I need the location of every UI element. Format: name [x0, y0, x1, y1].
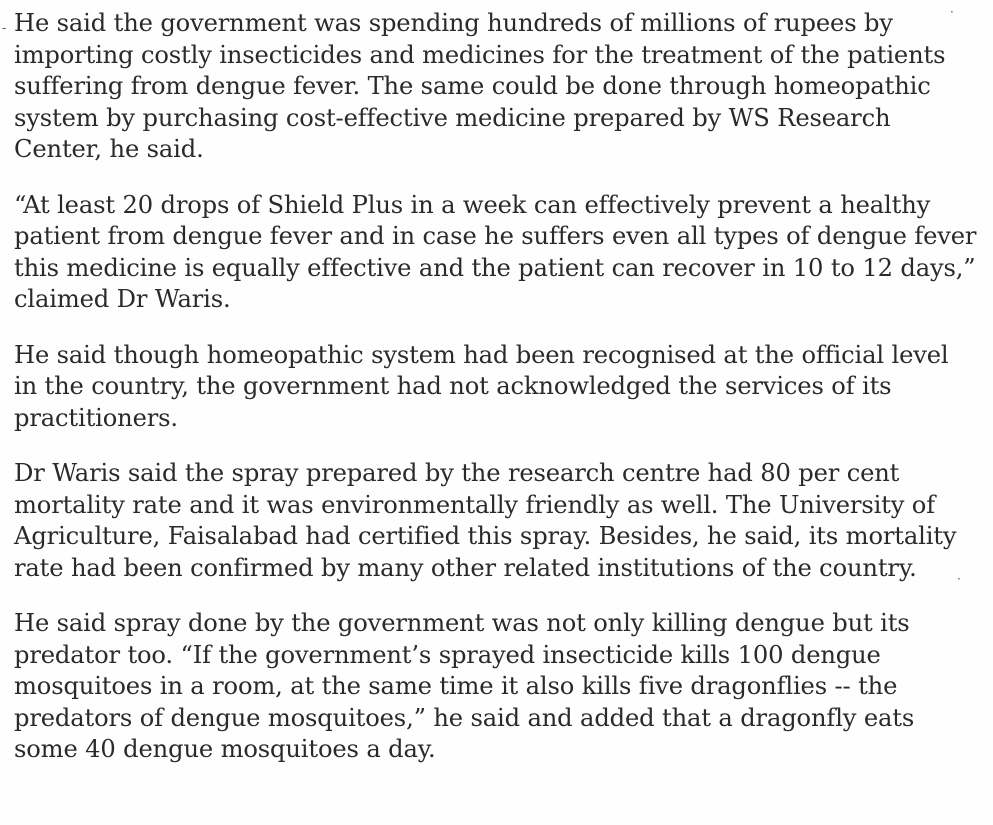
text-line: He said though homeopathic system had been recognised at the official level [14, 340, 949, 369]
text-line: predators of dengue mosquitoes,” he said and added that a dragonfly eats [14, 703, 915, 732]
text-line: predator too. “If the government’s sprayed insecticide kills 100 dengue [14, 640, 881, 669]
scan-speck-top-right: · [950, 5, 954, 19]
paragraph-3 [14, 340, 979, 435]
paragraph-2 [14, 190, 979, 316]
paragraph-5 [14, 608, 979, 766]
paragraph-1 [14, 5, 979, 166]
text-line: suffering from dengue fever. The same could be done through homeopathic [14, 72, 931, 100]
text-line: system by purchasing cost-effective medicine prepared by WS Research [14, 103, 891, 132]
text-line: importing costly insecticides and medicines for the treatment of the patients [14, 40, 946, 69]
paragraph-4 [14, 458, 979, 584]
text-line: some 40 dengue mosquitoes a day. [14, 735, 436, 763]
text-line: in the country, the government had not acknowledged the services of its [14, 372, 892, 400]
text-line: rate had been confirmed by many other related institutions of the country. [14, 553, 917, 582]
text-line: claimed Dr Waris. [14, 285, 231, 313]
scan-speck-top-left: - [2, 21, 7, 35]
text-line: Dr Waris said the spray prepared by the research centre had 80 per cent [14, 459, 900, 487]
text-line: this medicine is equally effective and the patient can recover in 10 to 12 days,” [14, 253, 976, 282]
text-line: “At least 20 drops of Shield Plus in a week can effectively prevent a healthy [14, 190, 931, 219]
text-line: Agriculture, Faisalabad had certified this spray. Besides, he said, its mortality [14, 522, 957, 550]
text-line: mortality rate and it was environmentally friendly as well. The University of [14, 490, 936, 519]
text-line: mosquitoes in a room, at the same time it also kills five dragonflies -- the [14, 672, 898, 700]
text-line: Center, he said. [14, 135, 204, 163]
text-line: patient from dengue fever and in case he suffers even all types of dengue fever [14, 222, 977, 250]
scan-speck-right: · [957, 572, 961, 586]
article-body [14, 5, 979, 790]
text-line: He said spray done by the government was not only killing dengue but its [14, 609, 910, 637]
text-line: He said the government was spending hundreds of millions of rupees by [14, 9, 893, 37]
text-line: practitioners. [14, 403, 178, 432]
